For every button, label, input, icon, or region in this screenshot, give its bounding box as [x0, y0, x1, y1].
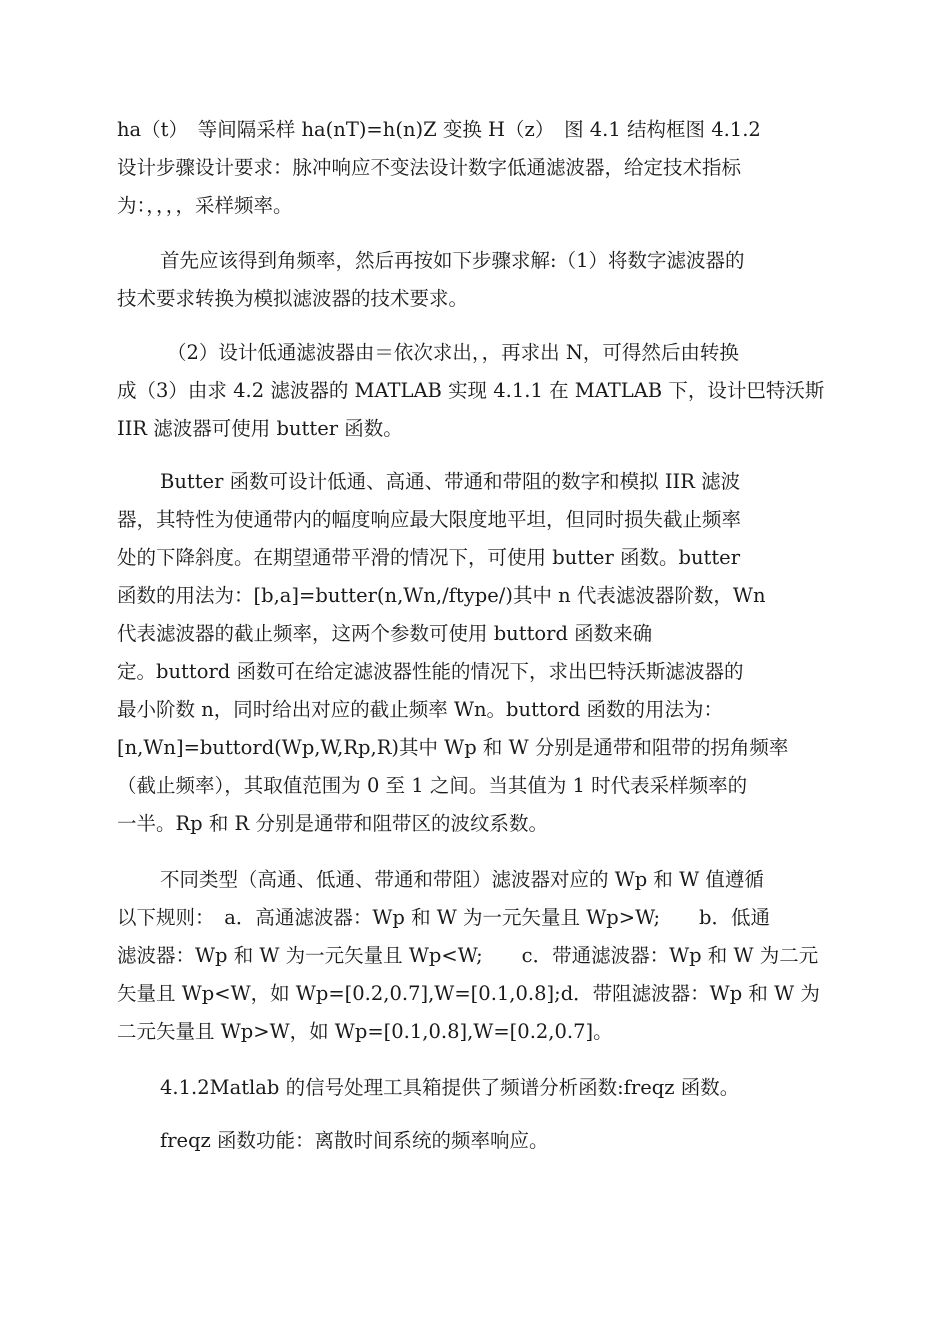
text-line: 设计步骤设计要求：脉冲响应不变法设计数字低通滤波器，给定技术指标: [117, 156, 742, 179]
paragraph-butter-function: [117, 463, 833, 843]
text-line: freqz 函数功能：离散时间系统的频率响应。: [160, 1129, 549, 1152]
text-line: 矢量且 Wp<W，如 Wp=[0.2,0.7],W=[0.1,0.8];d．带阻滤波器：Wp 和 W 为: [117, 982, 820, 1005]
text-line: 定。buttord 函数可在给定滤波器性能的情况下，求出巴特沃斯滤波器的: [117, 660, 744, 683]
text-line: （2）设计低通滤波器由＝依次求出，，再求出 N，可得然后由转换: [167, 341, 739, 364]
text-line: 不同类型（高通、低通、带通和带阻）滤波器对应的 Wp 和 W 值遵循: [160, 868, 764, 891]
text-line: 代表滤波器的截止频率，这两个参数可使用 buttord 函数来确: [117, 622, 653, 645]
paragraph-freqz-intro: [117, 1069, 833, 1107]
text-line: 为：，，，，采样频率。: [117, 194, 293, 217]
text-line: IIR 滤波器可使用 butter 函数。: [117, 417, 403, 440]
text-line: 成（3）由求 4.2 滤波器的 MATLAB 实现 4.1.1 在 MATLAB 下，设计巴特沃斯: [117, 379, 825, 402]
text-line: 以下规则： a．高通滤波器：Wp 和 W 为一元矢量且 Wp>W; b．低通: [117, 906, 771, 929]
text-line: Butter 函数可设计低通、高通、带通和带阻的数字和模拟 IIR 滤波: [160, 470, 741, 493]
text-line: 器，其特性为使通带内的幅度响应最大限度地平坦，但同时损失截止频率: [117, 508, 742, 531]
text-line: 4.1.2Matlab 的信号处理工具箱提供了频谱分析函数:freqz 函数。: [160, 1076, 740, 1099]
text-line: （截止频率），其取值范围为 0 至 1 之间。当其值为 1 时代表采样频率的: [117, 774, 748, 797]
paragraph-angular-frequency: [117, 242, 833, 318]
text-line: 首先应该得到角频率，然后再按如下步骤求解:（1）将数字滤波器的: [160, 249, 745, 272]
paragraph-sampling: [117, 111, 833, 225]
text-line: 一半。Rp 和 R 分别是通带和阻带区的波纹系数。: [117, 812, 548, 835]
paragraph-freqz-function: [117, 1122, 833, 1160]
text-line: 函数的用法为：[b,a]=butter(n,Wn,/ftype/)其中 n 代表滤波器阶数，Wn: [117, 584, 766, 607]
text-line: 二元矢量且 Wp>W，如 Wp=[0.1,0.8],W=[0.2,0.7]。: [117, 1020, 613, 1043]
text-line: ha（t） 等间隔采样 ha(nT)=h(n)Z 变换 H（z） 图 4.1 结构框图 4.1.2: [117, 118, 761, 141]
text-line: 技术要求转换为模拟滤波器的技术要求。: [117, 287, 469, 310]
paragraph-filter-rules: [117, 861, 833, 1051]
text-line: 滤波器：Wp 和 W 为一元矢量且 Wp<W; c．带通滤波器：Wp 和 W 为二元: [117, 944, 819, 967]
text-line: 处的下降斜度。在期望通带平滑的情况下，可使用 butter 函数。butter: [117, 546, 741, 569]
text-line: 最小阶数 n，同时给出对应的截止频率 Wn。buttord 函数的用法为：: [117, 698, 724, 721]
paragraph-lowpass-design: [117, 334, 833, 448]
text-line: [n,Wn]=buttord(Wp,W,Rp,R)其中 Wp 和 W 分别是通带和阻带的拐角频率: [117, 736, 789, 759]
